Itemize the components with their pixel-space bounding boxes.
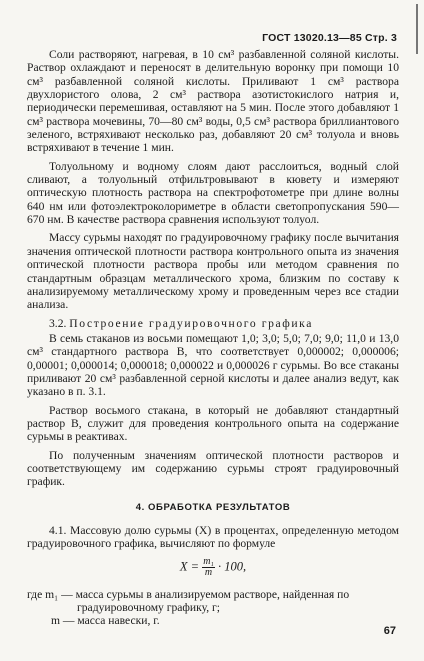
paragraph: Раствор восьмого стакана, в который не добавляют стандартный раствор В, служит для проведения контрольного опыта на содержание сурьмы в реактивах. bbox=[27, 403, 399, 444]
paragraph: Толуольному и водному слоям дают расслоиться, водный слой сливают, а толуольный отфильтровывают в кювету и измеряют оптическую плотность раствора на спектрофотометре при длине волны 640 нм или фотоэлектроколориметре в области светопропускания 590—670 нм. В качестве раствора сравнения используют толуол. bbox=[27, 159, 399, 227]
legend-line: где m₁ — масса сурьмы в анализируемом растворе, найденная по bbox=[27, 587, 350, 601]
paragraph: Массу сурьмы находят по градуировочному графику после вычитания значения оптической плотности раствора контрольного опыта из значения оптической плотности раствора пробы или методом сравнения по стандартным образцам металлического хрома, близким по составу к анализируемому металлическому хрому и проведенным через все стадии анализа. bbox=[27, 231, 399, 312]
paragraph: В семь стаканов из восьми помещают 1,0; 3,0; 5,0; 7,0; 9,0; 11,0 и 13,0 см³ стандартного раствора В, что соответствует 0,000002; 0,000006; 0,00001; 0,000014; 0,000018; 0,000022 и 0,000026 г сурьмы. Во все стаканы приливают 20 см³ разбавленной серной кислоты и далее анализ ведут, как указано в п. 3.1. bbox=[27, 331, 399, 399]
formula-denominator: m bbox=[204, 566, 213, 578]
formula-right: · 100, bbox=[218, 559, 247, 574]
paragraph: 4.1. Массовую долю сурьмы (X) в процентах, определенную методом градуировочного графика, вычисляют по формуле bbox=[27, 524, 399, 551]
formula-numerator: m₁ bbox=[203, 555, 214, 567]
formula-fraction bbox=[202, 557, 215, 578]
legend-line: m — масса навески, г. bbox=[51, 614, 160, 628]
formula-legend bbox=[27, 588, 399, 628]
subsection-number: 3.2. bbox=[49, 316, 67, 330]
formula bbox=[27, 557, 399, 578]
legend-line: градуировочному графику, г; bbox=[77, 601, 221, 615]
paragraph: Соли растворяют, нагревая, в 10 см³ разбавленной соляной кислоты. Раствор охлаждают и переносят в делительную воронку при помощи 10 см³ разбавленной соляной кислоты. Приливают 1 см³ раствора двухлористого олова, 2 см³ раствора азотистокислого натрия и, периодически перемешивая, оставляют на 5 мин. После этого добавляют 1 см³ раствора мочевины, 70—80 см³ воды, 0,5 см³ раствора бриллиантового зеленого, встряхивают несколько раз, добавляют 20 см³ толуола и вновь встряхивают в течение 1 мин. bbox=[27, 48, 399, 155]
section-title: 4. ОБРАБОТКА РЕЗУЛЬТАТОВ bbox=[135, 501, 291, 513]
page-header: ГОСТ 13020.13—85 Стр. 3 bbox=[262, 32, 397, 44]
page-number: 67 bbox=[383, 625, 396, 637]
paragraph: По полученным значениям оптической плотности растворов и соответствующему им содержанию сурьмы строят градуировочный график. bbox=[27, 448, 399, 489]
subsection-heading bbox=[27, 317, 399, 330]
page-edge-mark bbox=[416, 4, 418, 54]
subsection-title: Построение градуировочного графика bbox=[69, 316, 313, 330]
formula-left: X = bbox=[179, 559, 200, 574]
document-body bbox=[27, 48, 399, 628]
